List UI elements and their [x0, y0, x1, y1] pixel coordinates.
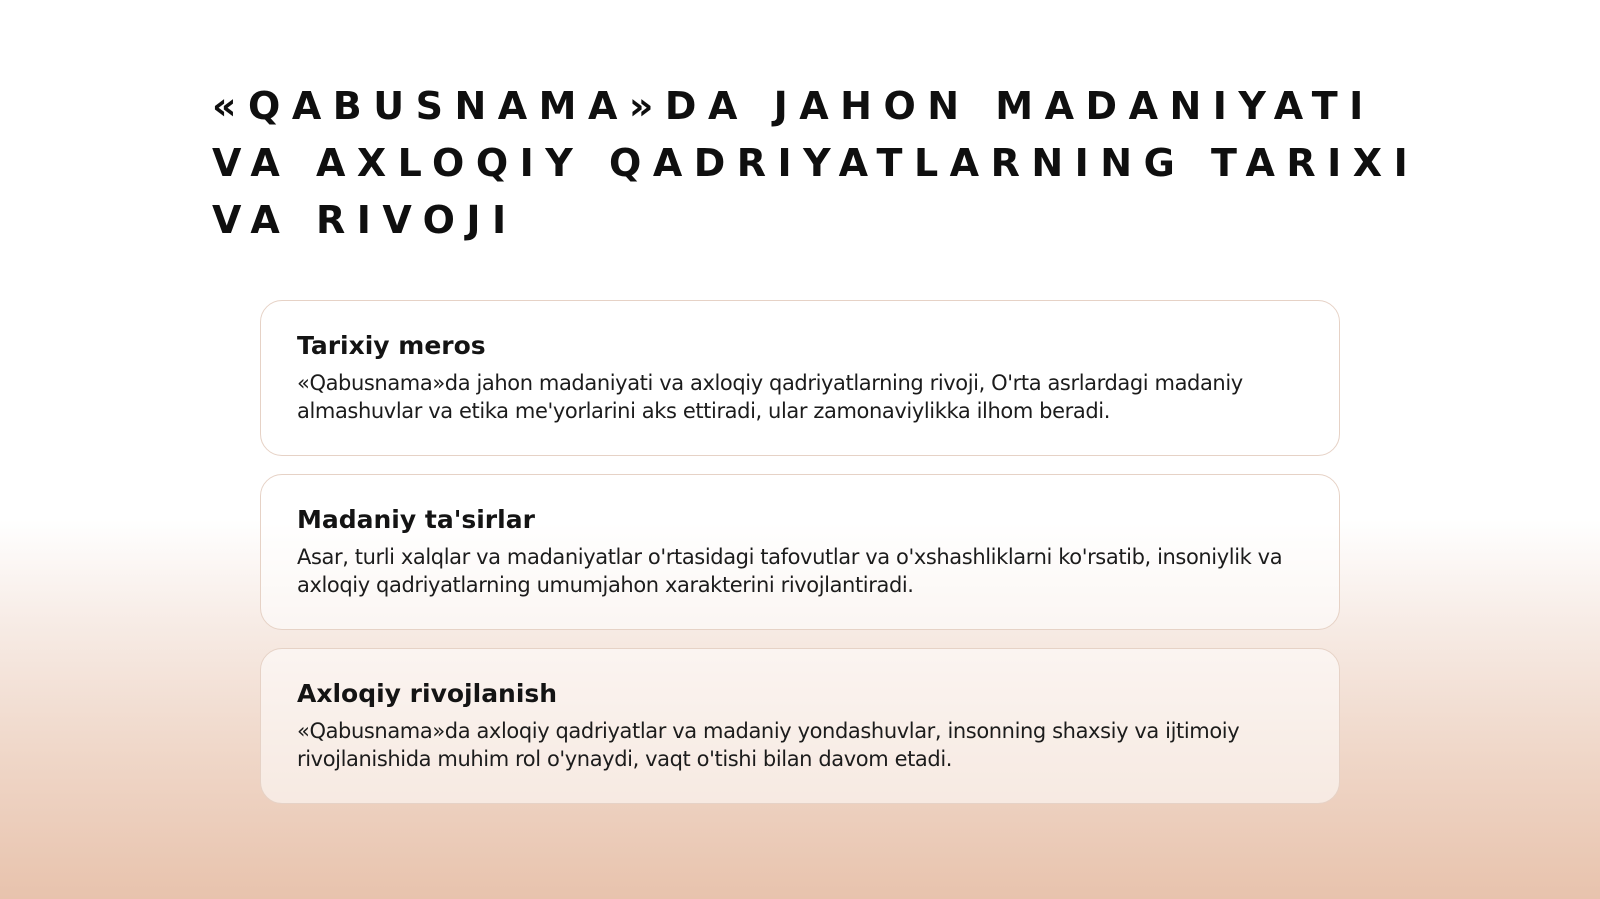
card-moral-development — [260, 648, 1340, 804]
card-title: Madaniy ta'sirlar — [297, 505, 535, 534]
card-cultural-influences — [260, 474, 1340, 630]
card-text: «Qabusnama»da jahon madaniyati va axloqiy qadriyatlarning rivoji, O'rta asrlardagi madaniy almashuvlar va etika me'yorlarini aks ettiradi, ular zamonaviylikka ilhom beradi. — [297, 371, 1243, 423]
card-historical-heritage — [260, 300, 1340, 456]
slide-title: «QABUSNAMA»DA JAHON MADANIYATI VA AXLOQIY QADRIYATLARNING TARIXI VA RIVOJI — [212, 84, 1420, 242]
card-text: «Qabusnama»da axloqiy qadriyatlar va madaniy yondashuvlar, insonning shaxsiy va ijtimoiy rivojlanishida muhim rol o'ynaydi, vaqt o'tishi bilan davom etadi. — [297, 719, 1240, 771]
card-title: Axloqiy rivojlanish — [297, 679, 558, 708]
card-text: Asar, turli xalqlar va madaniyatlar o'rtasidagi tafovutlar va o'xshashliklarni ko'rsatib, insoniylik va axloqiy qadriyatlarning umumjahon xarakterini rivojlantiradi. — [297, 545, 1283, 597]
card-title: Tarixiy meros — [297, 331, 486, 360]
card-list — [260, 300, 1340, 822]
